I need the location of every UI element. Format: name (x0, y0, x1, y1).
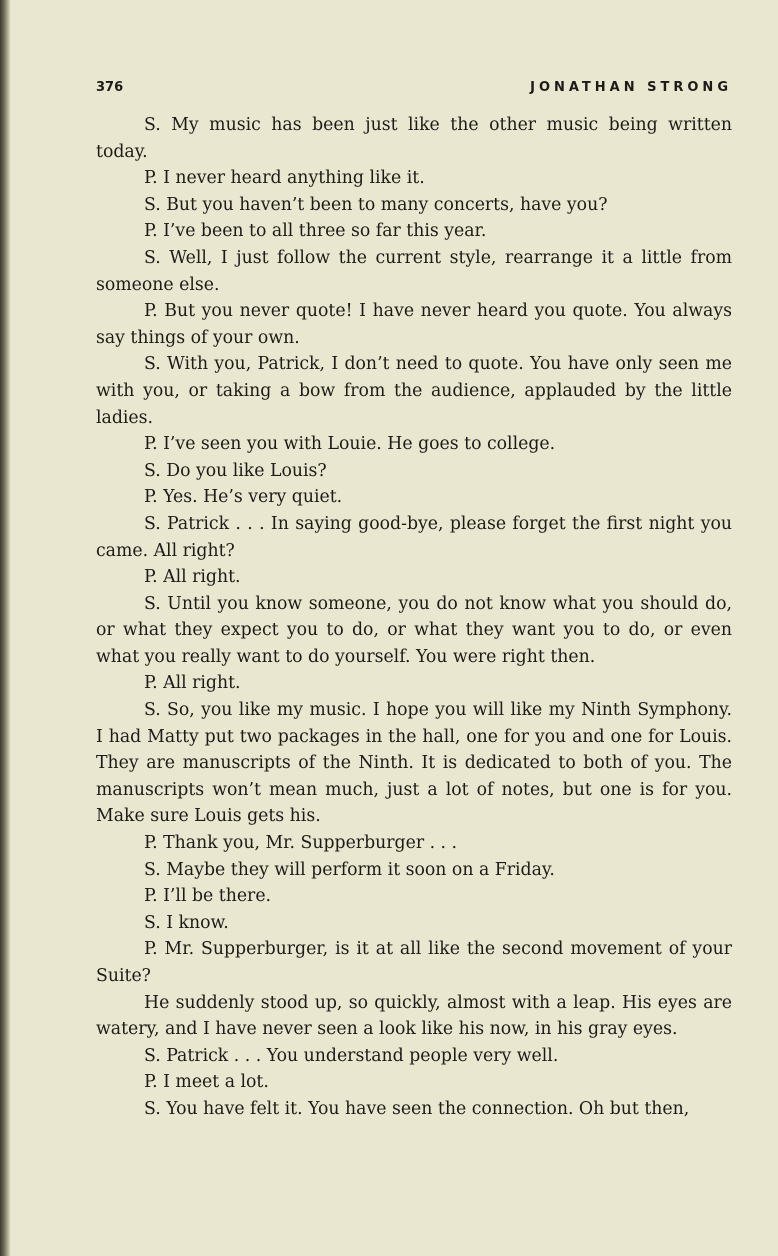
paragraph: P. Mr. Supperburger, is it at all like the second movement of your Suite? (96, 939, 732, 986)
paragraph: S. Do you like Louis? (144, 460, 327, 481)
paragraph: S. But you haven’t been to many concerts, have you? (144, 194, 608, 215)
running-head (96, 80, 732, 110)
paragraph: S. My music has been just like the other music being written today. (96, 115, 732, 162)
paragraph: P. I meet a lot. (144, 1072, 269, 1093)
paragraph: S. Well, I just follow the current style, rearrange it a little from someone else. (96, 247, 732, 295)
paragraph: S. Patrick . . . In saying good-bye, please forget the first night you came. All right? (96, 513, 732, 561)
body-text (96, 112, 732, 1123)
page-number: 376 (96, 80, 124, 95)
paragraph: P. All right. (144, 567, 241, 588)
paragraph: P. Thank you, Mr. Supperburger . . . (144, 833, 458, 854)
paragraph: P. All right. (144, 673, 241, 694)
paragraph: P. I’ve been to all three so far this year. (144, 221, 487, 242)
paragraph: S. You have felt it. You have seen the connection. Oh but then, (144, 1098, 690, 1119)
paragraph: P. But you never quote! I have never heard you quote. You always say things of your own. (96, 301, 732, 348)
paragraph: S. With you, Patrick, I don’t need to quote. You have only seen me with you, or taking a bow from the audience, applauded by the little ladies. (96, 354, 732, 428)
paragraph: S. Patrick . . . You understand people very well. (144, 1045, 559, 1066)
page-edge-shadow (0, 0, 10, 1256)
paragraph: He suddenly stood up, so quickly, almost with a leap. His eyes are watery, and I have never seen a look like his now, in his gray eyes. (96, 992, 732, 1040)
paragraph: P. I never heard anything like it. (144, 168, 425, 189)
paragraph: S. Until you know someone, you do not know what you should do, or what they expect you to do, or what they want you to do, or even what you really want to do yourself. You were right then. (96, 593, 732, 667)
book-page (96, 80, 732, 1123)
paragraph: S. I know. (144, 912, 229, 933)
paragraph: P. I’ve seen you with Louie. He goes to college. (144, 434, 556, 455)
paragraph: P. Yes. He’s very quiet. (144, 487, 343, 508)
paragraph: P. I’ll be there. (144, 886, 272, 907)
paragraph: S. So, you like my music. I hope you will like my Ninth Symphony. I had Matty put two packages in the hall, one for you and one for Louis. They are manuscripts of the Ninth. It is dedicated to both of you. The manuscripts won’t mean much, just a lot of notes, but one is for you. Make sure Louis gets his. (96, 700, 732, 827)
running-title: JONATHAN STRONG (530, 80, 732, 95)
paragraph: S. Maybe they will perform it soon on a Friday. (144, 859, 555, 880)
